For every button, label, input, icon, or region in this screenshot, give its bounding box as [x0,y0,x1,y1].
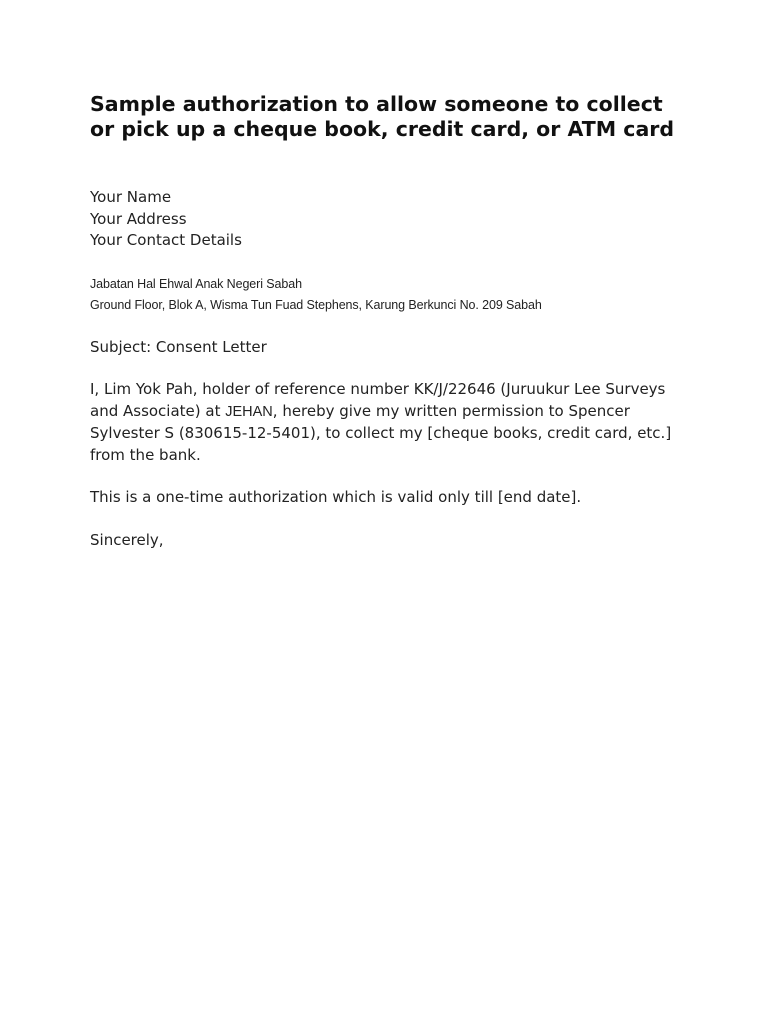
document-title: Sample authorization to allow someone to collect or pick up a cheque book, credit card, or ATM card [90,92,675,141]
sender-contact: Your Contact Details [90,231,242,249]
sender-name: Your Name [90,188,172,206]
sender-address: Your Address [90,209,187,228]
recipient-line-1: Jabatan Hal Ehwal Anak Negeri Sabah [90,276,302,291]
recipient-line-2: Ground Floor, Blok A, Wisma Tun Fuad Stephens, Karung Berkunci No. 209 Sabah [90,298,542,312]
validity-paragraph: This is a one-time authorization which is valid only till [end date]. [90,488,582,506]
closing-line: Sincerely, [90,530,164,549]
paragraph-text-end: , hereby give my written permission to Spencer Sylvester S (830615-12-5401), to collect my [cheque books, credit card, etc.] from the bank. [90,401,672,464]
recipient-block [90,274,690,317]
sender-block [90,187,690,252]
letter-content [90,92,690,551]
organization-name: JEHAN [225,403,273,420]
subject-line: Subject: Consent Letter [90,337,267,356]
paragraph-text-start: I, Lim Yok Pah, holder of reference number KK/J/22646 (Juruukur Lee Surveys and Associate) at [90,380,666,420]
authorization-paragraph [90,379,690,466]
